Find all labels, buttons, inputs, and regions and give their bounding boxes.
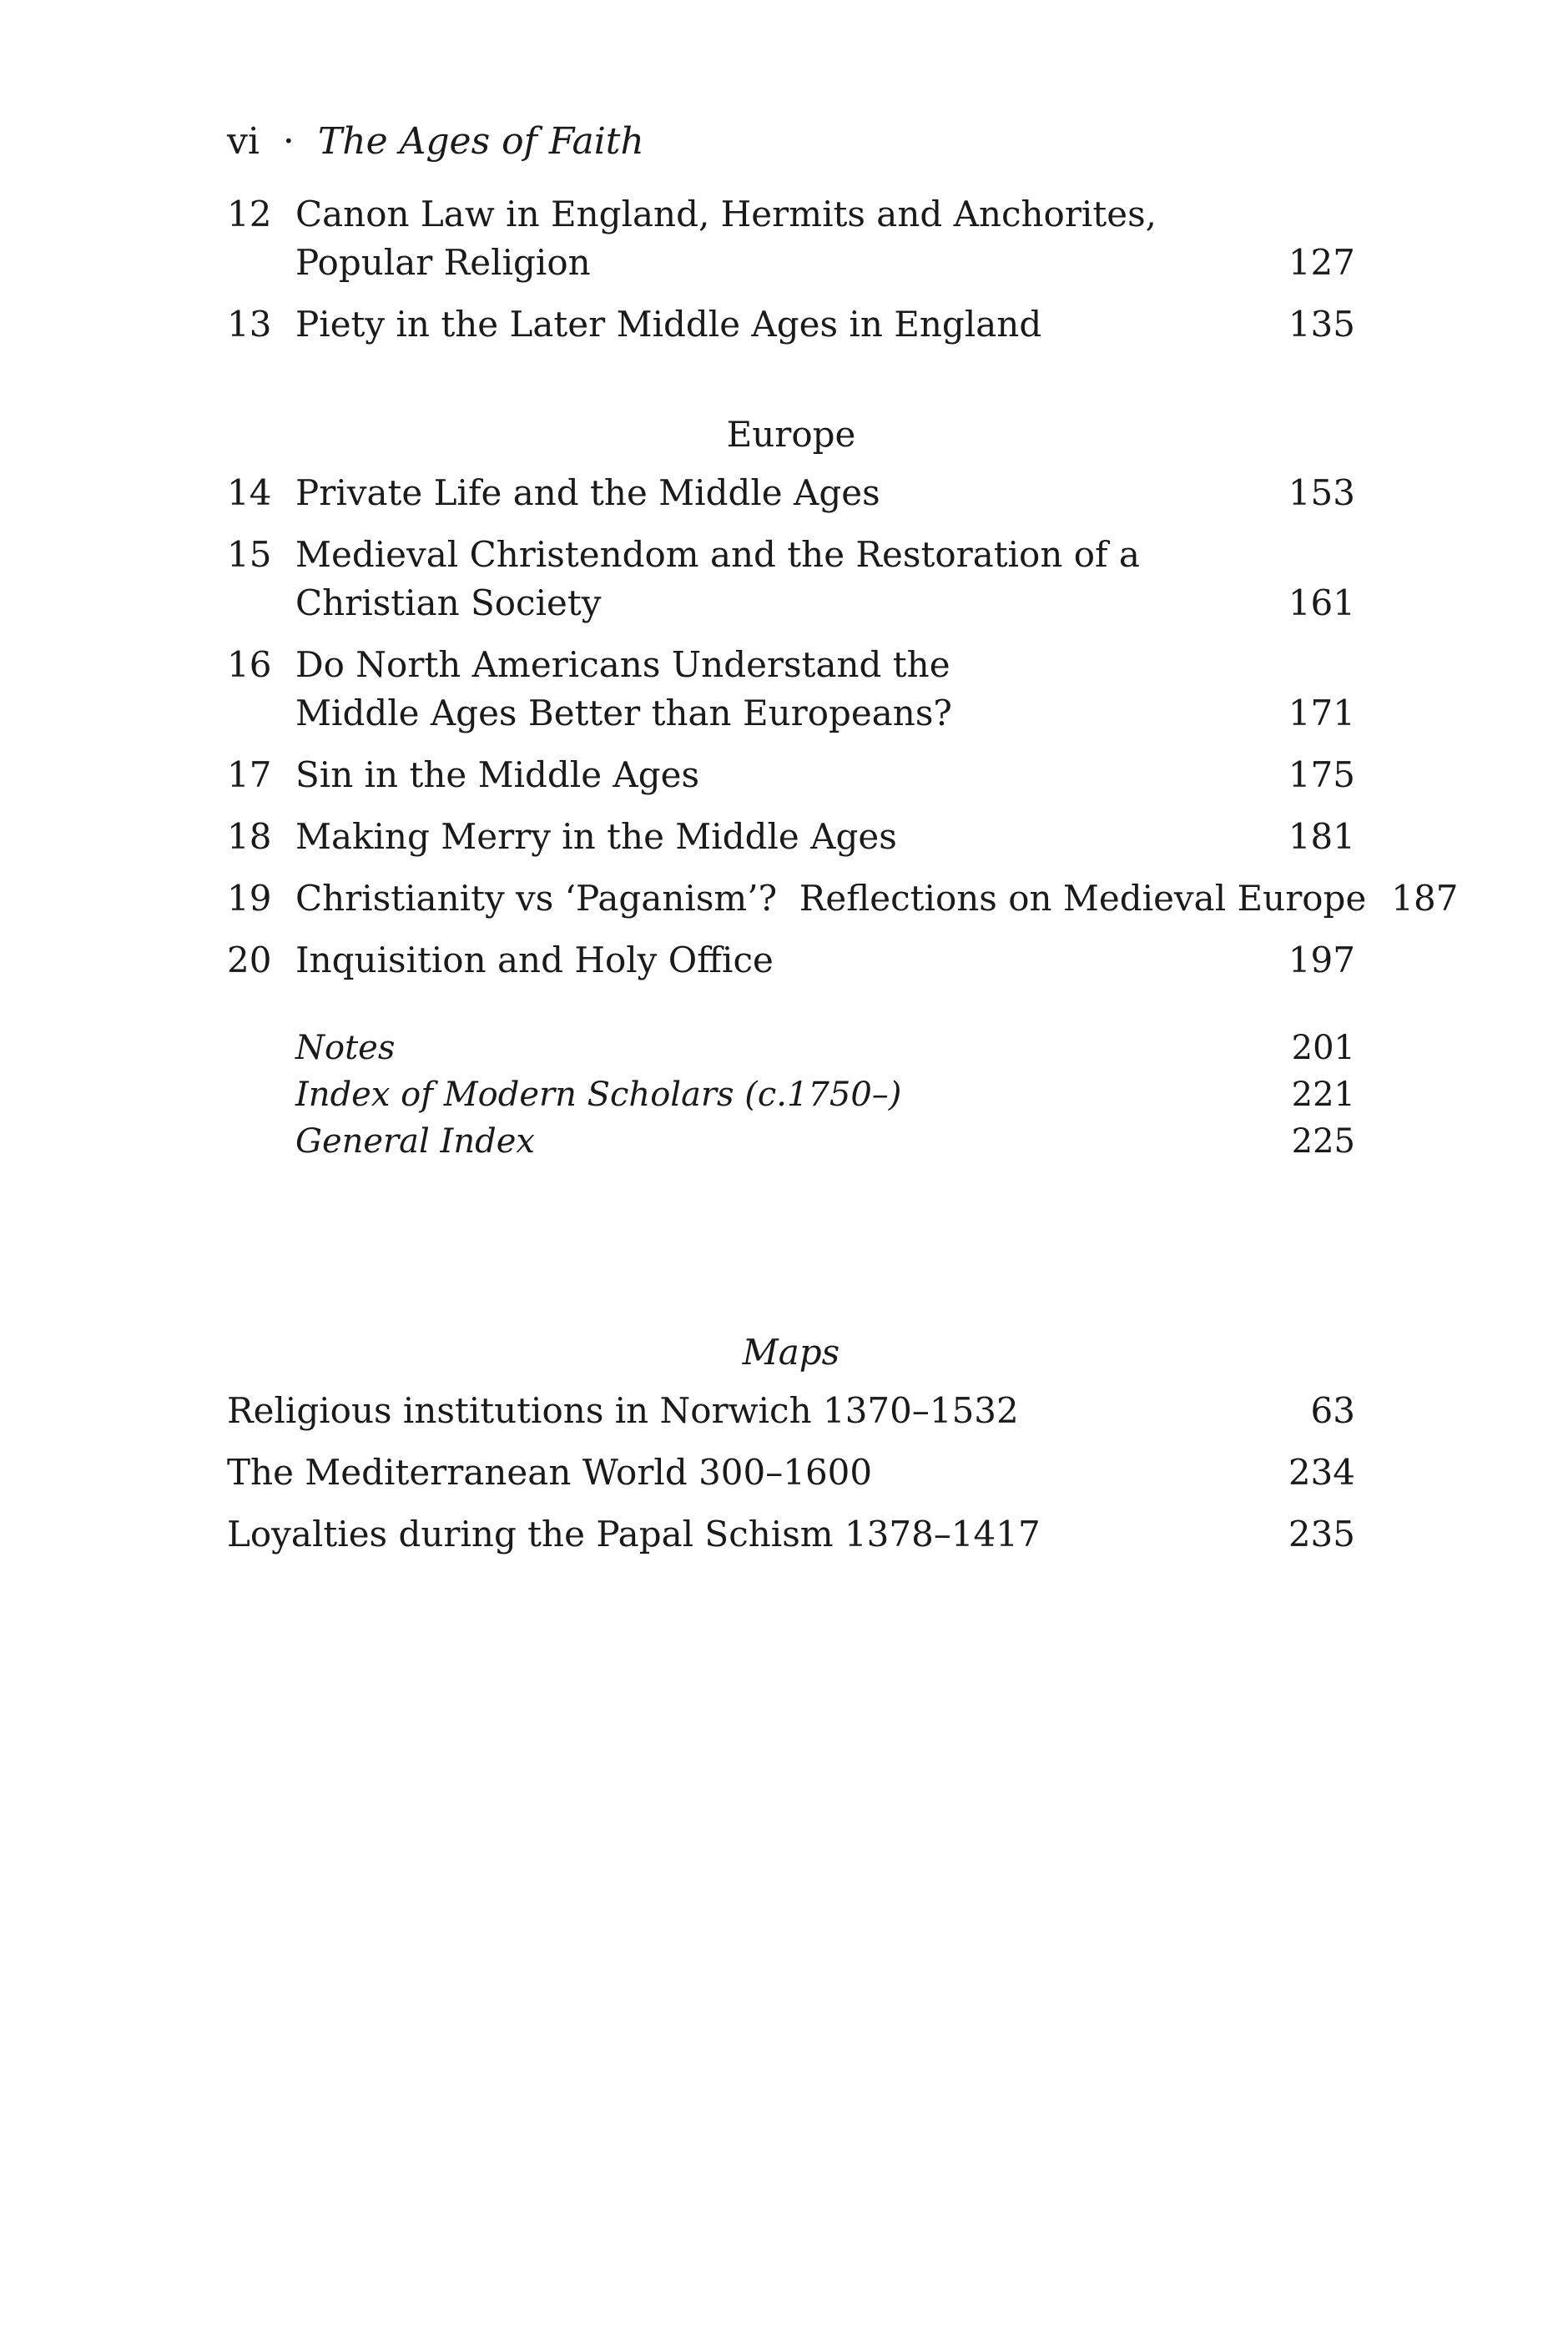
chapter-title <box>295 641 1263 738</box>
map-entry[interactable] <box>227 1387 1355 1435</box>
page-number: 221 <box>1291 1076 1355 1114</box>
running-head <box>227 117 1355 167</box>
contents-page <box>227 117 1459 1572</box>
back-matter-title: Notes <box>295 1029 396 1067</box>
toc-entry-13[interactable] <box>227 300 1355 349</box>
toc-entry-15[interactable] <box>227 531 1355 627</box>
toc-entry-16[interactable] <box>227 641 1355 738</box>
chapter-number: 20 <box>227 940 272 980</box>
map-title: Religious institutions in Norwich 1370–1532 <box>227 1390 1019 1431</box>
page-folio: vi <box>227 120 260 163</box>
chapter-title: Christianity vs ‘Paganism’? Reflections on Medieval Europe <box>295 878 1367 919</box>
maps-section <box>227 1328 1355 1559</box>
book-title: The Ages of Faith <box>317 120 644 163</box>
map-title: The Mediterranean World 300–1600 <box>227 1452 873 1493</box>
page-number: 161 <box>1288 582 1355 623</box>
chapter-number: 15 <box>227 534 272 575</box>
back-matter-title: General Index <box>295 1122 535 1161</box>
chapter-number: 19 <box>227 878 272 919</box>
back-matter <box>227 1025 1355 1165</box>
page-number: 181 <box>1288 816 1355 857</box>
page-number: 135 <box>1288 304 1355 345</box>
page-number: 197 <box>1288 940 1355 980</box>
chapter-title-line-1: Do North Americans Understand the <box>295 644 950 685</box>
toc-entry-general-index[interactable] <box>227 1118 1355 1165</box>
chapter-title: Piety in the Later Middle Ages in England <box>295 304 1042 345</box>
chapter-title: Private Life and the Middle Ages <box>295 472 880 513</box>
toc-entry-index-of-modern-scholars[interactable] <box>227 1071 1355 1118</box>
toc-entry-12[interactable] <box>227 190 1355 287</box>
page-number: 201 <box>1291 1029 1355 1067</box>
chapter-number: 14 <box>227 472 272 513</box>
map-title: Loyalties during the Papal Schism 1378–1417 <box>227 1514 1041 1554</box>
section-heading-europe: Europe <box>726 414 856 455</box>
toc-entry-14[interactable] <box>227 469 1355 517</box>
page-number: 234 <box>1288 1452 1355 1493</box>
chapter-number: 18 <box>227 816 272 857</box>
chapter-title: Making Merry in the Middle Ages <box>295 816 897 857</box>
chapter-number: 12 <box>227 194 272 234</box>
back-matter-title: Index of Modern Scholars (c.1750–) <box>295 1076 902 1114</box>
page-number: 225 <box>1291 1122 1355 1161</box>
toc-entry-20[interactable] <box>227 936 1355 985</box>
page-number: 127 <box>1288 242 1355 283</box>
chapter-number: 17 <box>227 754 272 795</box>
map-entry[interactable] <box>227 1449 1355 1497</box>
chapter-title: Inquisition and Holy Office <box>295 940 774 980</box>
chapter-title: Canon Law in England, Hermits and Anchorites, Popular Religion <box>295 194 1157 283</box>
page-number: 63 <box>1310 1390 1355 1431</box>
page-number: 153 <box>1288 472 1355 513</box>
map-entry[interactable] <box>227 1510 1355 1559</box>
chapter-title: Medieval Christendom and the Restoration of a Christian Society <box>295 534 1140 623</box>
section-heading-maps: Maps <box>742 1332 840 1373</box>
page-number: 187 <box>1391 878 1459 919</box>
chapter-title: Sin in the Middle Ages <box>295 754 700 795</box>
chapter-title-line-2: Middle Ages Better than Europeans? <box>295 693 952 733</box>
toc-entry-17[interactable] <box>227 751 1355 799</box>
page-number: 171 <box>1288 693 1355 733</box>
chapter-number: 16 <box>227 644 272 685</box>
running-head-separator: · <box>270 120 306 163</box>
page-number: 175 <box>1288 754 1355 795</box>
toc-entry-18[interactable] <box>227 813 1355 861</box>
toc-entry-19[interactable] <box>227 874 1459 923</box>
chapter-number: 13 <box>227 304 272 345</box>
page-number: 235 <box>1288 1514 1355 1554</box>
toc-entry-notes[interactable] <box>227 1025 1355 1071</box>
